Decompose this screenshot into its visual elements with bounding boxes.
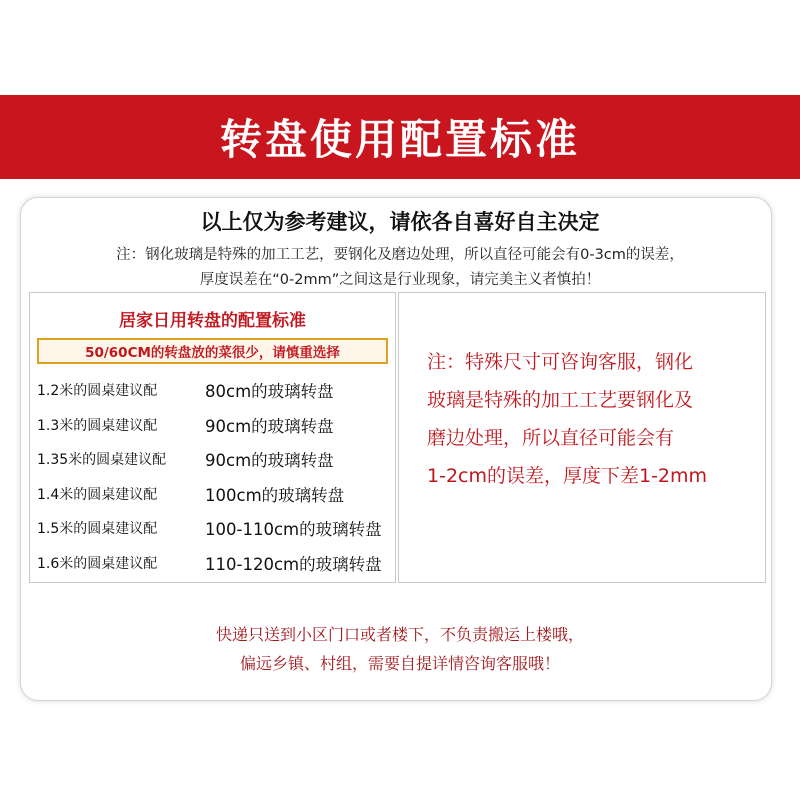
- advice-heading: 以上仅为参考建议，请依各自喜好自主决定: [200, 210, 600, 234]
- page-title: 转盘使用配置标准: [219, 115, 580, 164]
- size-warning-text: 50/60CM的转盘放的菜很少，请慎重选择: [85, 345, 340, 361]
- size-warning-box: [37, 338, 388, 364]
- tolerance-note-line2: 厚度误差在“0-2mm”之间这是行业现象，请完美主义者慎拍！: [199, 272, 601, 288]
- config-row: [37, 511, 397, 546]
- special-note-line2: 玻璃是特殊的加工工艺要钢化及: [427, 389, 694, 411]
- special-note-line3: 磨边处理，所以直径可能会有: [427, 427, 675, 449]
- config-row: [37, 408, 397, 443]
- config-row: [37, 442, 397, 477]
- table-size-label: 1.6米的圆桌建议配: [37, 555, 158, 572]
- turntable-size-value: 90cm的玻璃转盘: [205, 416, 334, 436]
- config-standard-panel: [29, 292, 396, 583]
- special-size-note-panel: [398, 292, 766, 583]
- table-size-label: 1.35米的圆桌建议配: [37, 452, 167, 469]
- delivery-note-line1: 快递只送到小区门口或者楼下，不负责搬运上楼哦，: [215, 625, 584, 644]
- config-standard-title: 居家日用转盘的配置标准: [119, 311, 306, 331]
- turntable-size-value: 110-120cm的玻璃转盘: [205, 554, 382, 574]
- special-note-line4: 1-2cm的误差，厚度下差1-2mm: [427, 465, 708, 487]
- table-size-label: 1.2米的圆桌建议配: [37, 383, 158, 400]
- turntable-size-value: 90cm的玻璃转盘: [205, 451, 334, 471]
- table-size-label: 1.3米的圆桌建议配: [37, 417, 158, 434]
- tolerance-note-line1: 注：钢化玻璃是特殊的加工工艺，要钢化及磨边处理，所以直径可能会有0-3cm的误差，: [116, 247, 684, 263]
- special-note-line1: 注：特殊尺寸可咨询客服，钢化: [427, 351, 694, 373]
- turntable-size-value: 80cm的玻璃转盘: [205, 382, 334, 402]
- config-row: [37, 477, 397, 512]
- special-size-note: [427, 343, 762, 495]
- title-banner: [0, 95, 800, 179]
- turntable-size-value: 100cm的玻璃转盘: [205, 485, 345, 505]
- table-size-label: 1.5米的圆桌建议配: [37, 521, 158, 538]
- config-list: [37, 373, 397, 580]
- table-size-label: 1.4米的圆桌建议配: [37, 486, 158, 503]
- turntable-size-value: 100-110cm的玻璃转盘: [205, 520, 382, 540]
- delivery-note-line2: 偏远乡镇、村组，需要自提详情咨询客服哦！: [239, 654, 560, 673]
- config-row: [37, 546, 397, 581]
- config-row: [37, 373, 397, 408]
